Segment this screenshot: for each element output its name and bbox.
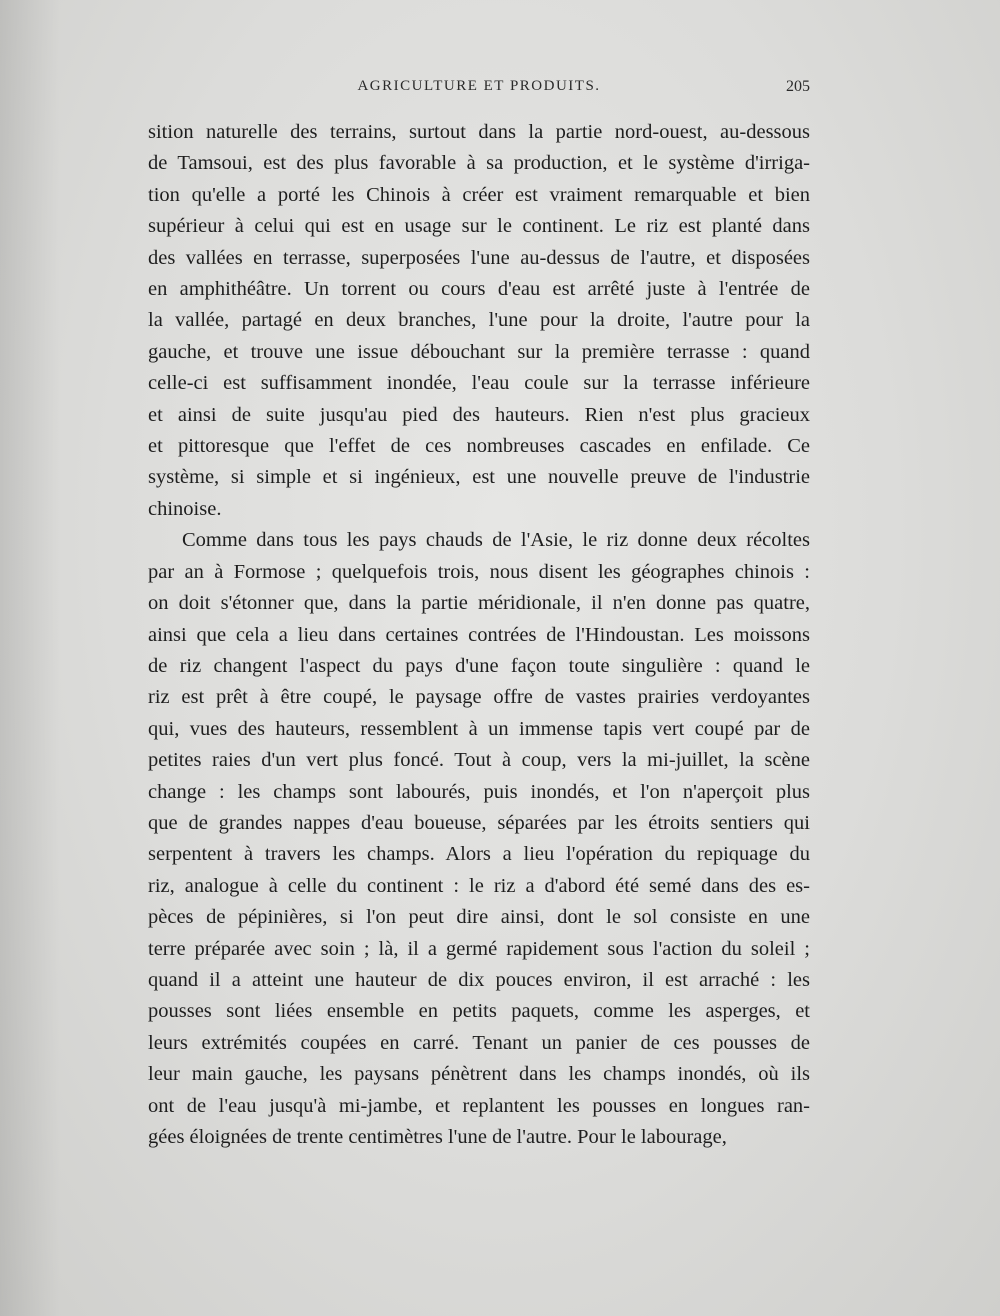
text-line: ainsi que cela a lieu dans certaines contrées de l'Hindoustan. Les moissons xyxy=(148,623,810,646)
text-line: on doit s'étonner que, dans la partie méridionale, il n'en donne pas quatre, xyxy=(148,592,810,615)
text-line: Comme dans tous les pays chauds de l'Asie, le riz donne deux récoltes xyxy=(182,529,810,552)
text-line: sition naturelle des terrains, surtout dans la partie nord-ouest, au-dessous xyxy=(148,121,810,143)
text-line: chinoise. xyxy=(148,497,222,520)
text-line: de Tamsoui, est des plus favorable à sa production, et le système d'irriga- xyxy=(148,152,810,175)
text-line: tion qu'elle a porté les Chinois à créer est vraiment remarquable et bien xyxy=(148,183,810,206)
running-head xyxy=(148,78,810,102)
text-line: pousses sont liées ensemble en petits paquets, comme les asperges, et xyxy=(148,1000,810,1023)
spine-shadow xyxy=(0,0,60,1316)
text-line: change : les champs sont labourés, puis inondés, et l'on n'aperçoit plus xyxy=(148,780,810,803)
text-line: et ainsi de suite jusqu'au pied des hauteurs. Rien n'est plus gracieux xyxy=(148,403,810,426)
text-line: de riz changent l'aspect du pays d'une façon toute singulière : quand le xyxy=(148,654,810,677)
text-line: en amphithéâtre. Un torrent ou cours d'eau est arrêté juste à l'entrée de xyxy=(148,278,810,301)
text-line: leur main gauche, les paysans pénètrent dans les champs inondés, où ils xyxy=(148,1063,810,1086)
paragraph xyxy=(148,117,810,525)
text-line: la vallée, partagé en deux branches, l'une pour la droite, l'autre pour la xyxy=(148,309,810,332)
text-line: quand il a atteint une hauteur de dix pouces environ, il est arraché : les xyxy=(148,968,810,991)
text-line: gauche, et trouve une issue débouchant sur la première terrasse : quand xyxy=(148,340,810,363)
text-line: par an à Formose ; quelquefois trois, nous disent les géographes chinois : xyxy=(148,560,810,583)
text-line: des vallées en terrasse, superposées l'une au-dessus de l'autre, et disposées xyxy=(148,246,810,269)
text-line: que de grandes nappes d'eau boueuse, séparées par les étroits sentiers qui xyxy=(148,811,810,834)
text-line: serpentent à travers les champs. Alors a lieu l'opération du repiquage du xyxy=(148,843,810,866)
text-line: pèces de pépinières, si l'on peut dire ainsi, dont le sol consiste en une xyxy=(148,906,810,929)
text-line: système, si simple et si ingénieux, est une nouvelle preuve de l'industrie xyxy=(148,466,810,489)
text-line: qui, vues des hauteurs, ressemblent à un immense tapis vert coupé par de xyxy=(148,717,810,740)
text-line: riz, analogue à celle du continent : le riz a d'abord été semé dans des es- xyxy=(148,874,810,897)
text-line: riz est prêt à être coupé, le paysage offre de vastes prairies verdoyantes xyxy=(148,686,810,709)
text-line: leurs extrémités coupées en carré. Tenant un panier de ces pousses de xyxy=(148,1031,810,1054)
text-line: celle-ci est suffisamment inondée, l'eau coule sur la terrasse inférieure xyxy=(148,372,810,395)
text-line: terre préparée avec soin ; là, il a germé rapidement sous l'action du soleil ; xyxy=(148,937,810,960)
text-line: ont de l'eau jusqu'à mi-jambe, et replantent les pousses en longues ran- xyxy=(148,1094,810,1117)
text-line: et pittoresque que l'effet de ces nombreuses cascades en enfilade. Ce xyxy=(148,435,810,458)
running-title: AGRICULTURE ET PRODUITS. xyxy=(357,78,601,94)
body-text xyxy=(148,117,810,1153)
text-line: gées éloignées de trente centimètres l'une de l'autre. Pour le labourage, xyxy=(148,1126,727,1148)
page-number: 205 xyxy=(786,78,810,95)
text-line: petites raies d'un vert plus foncé. Tout à coup, vers la mi-juillet, la scène xyxy=(148,749,810,772)
text-line: supérieur à celui qui est en usage sur le continent. Le riz est planté dans xyxy=(148,215,810,238)
paragraph xyxy=(148,525,810,1153)
